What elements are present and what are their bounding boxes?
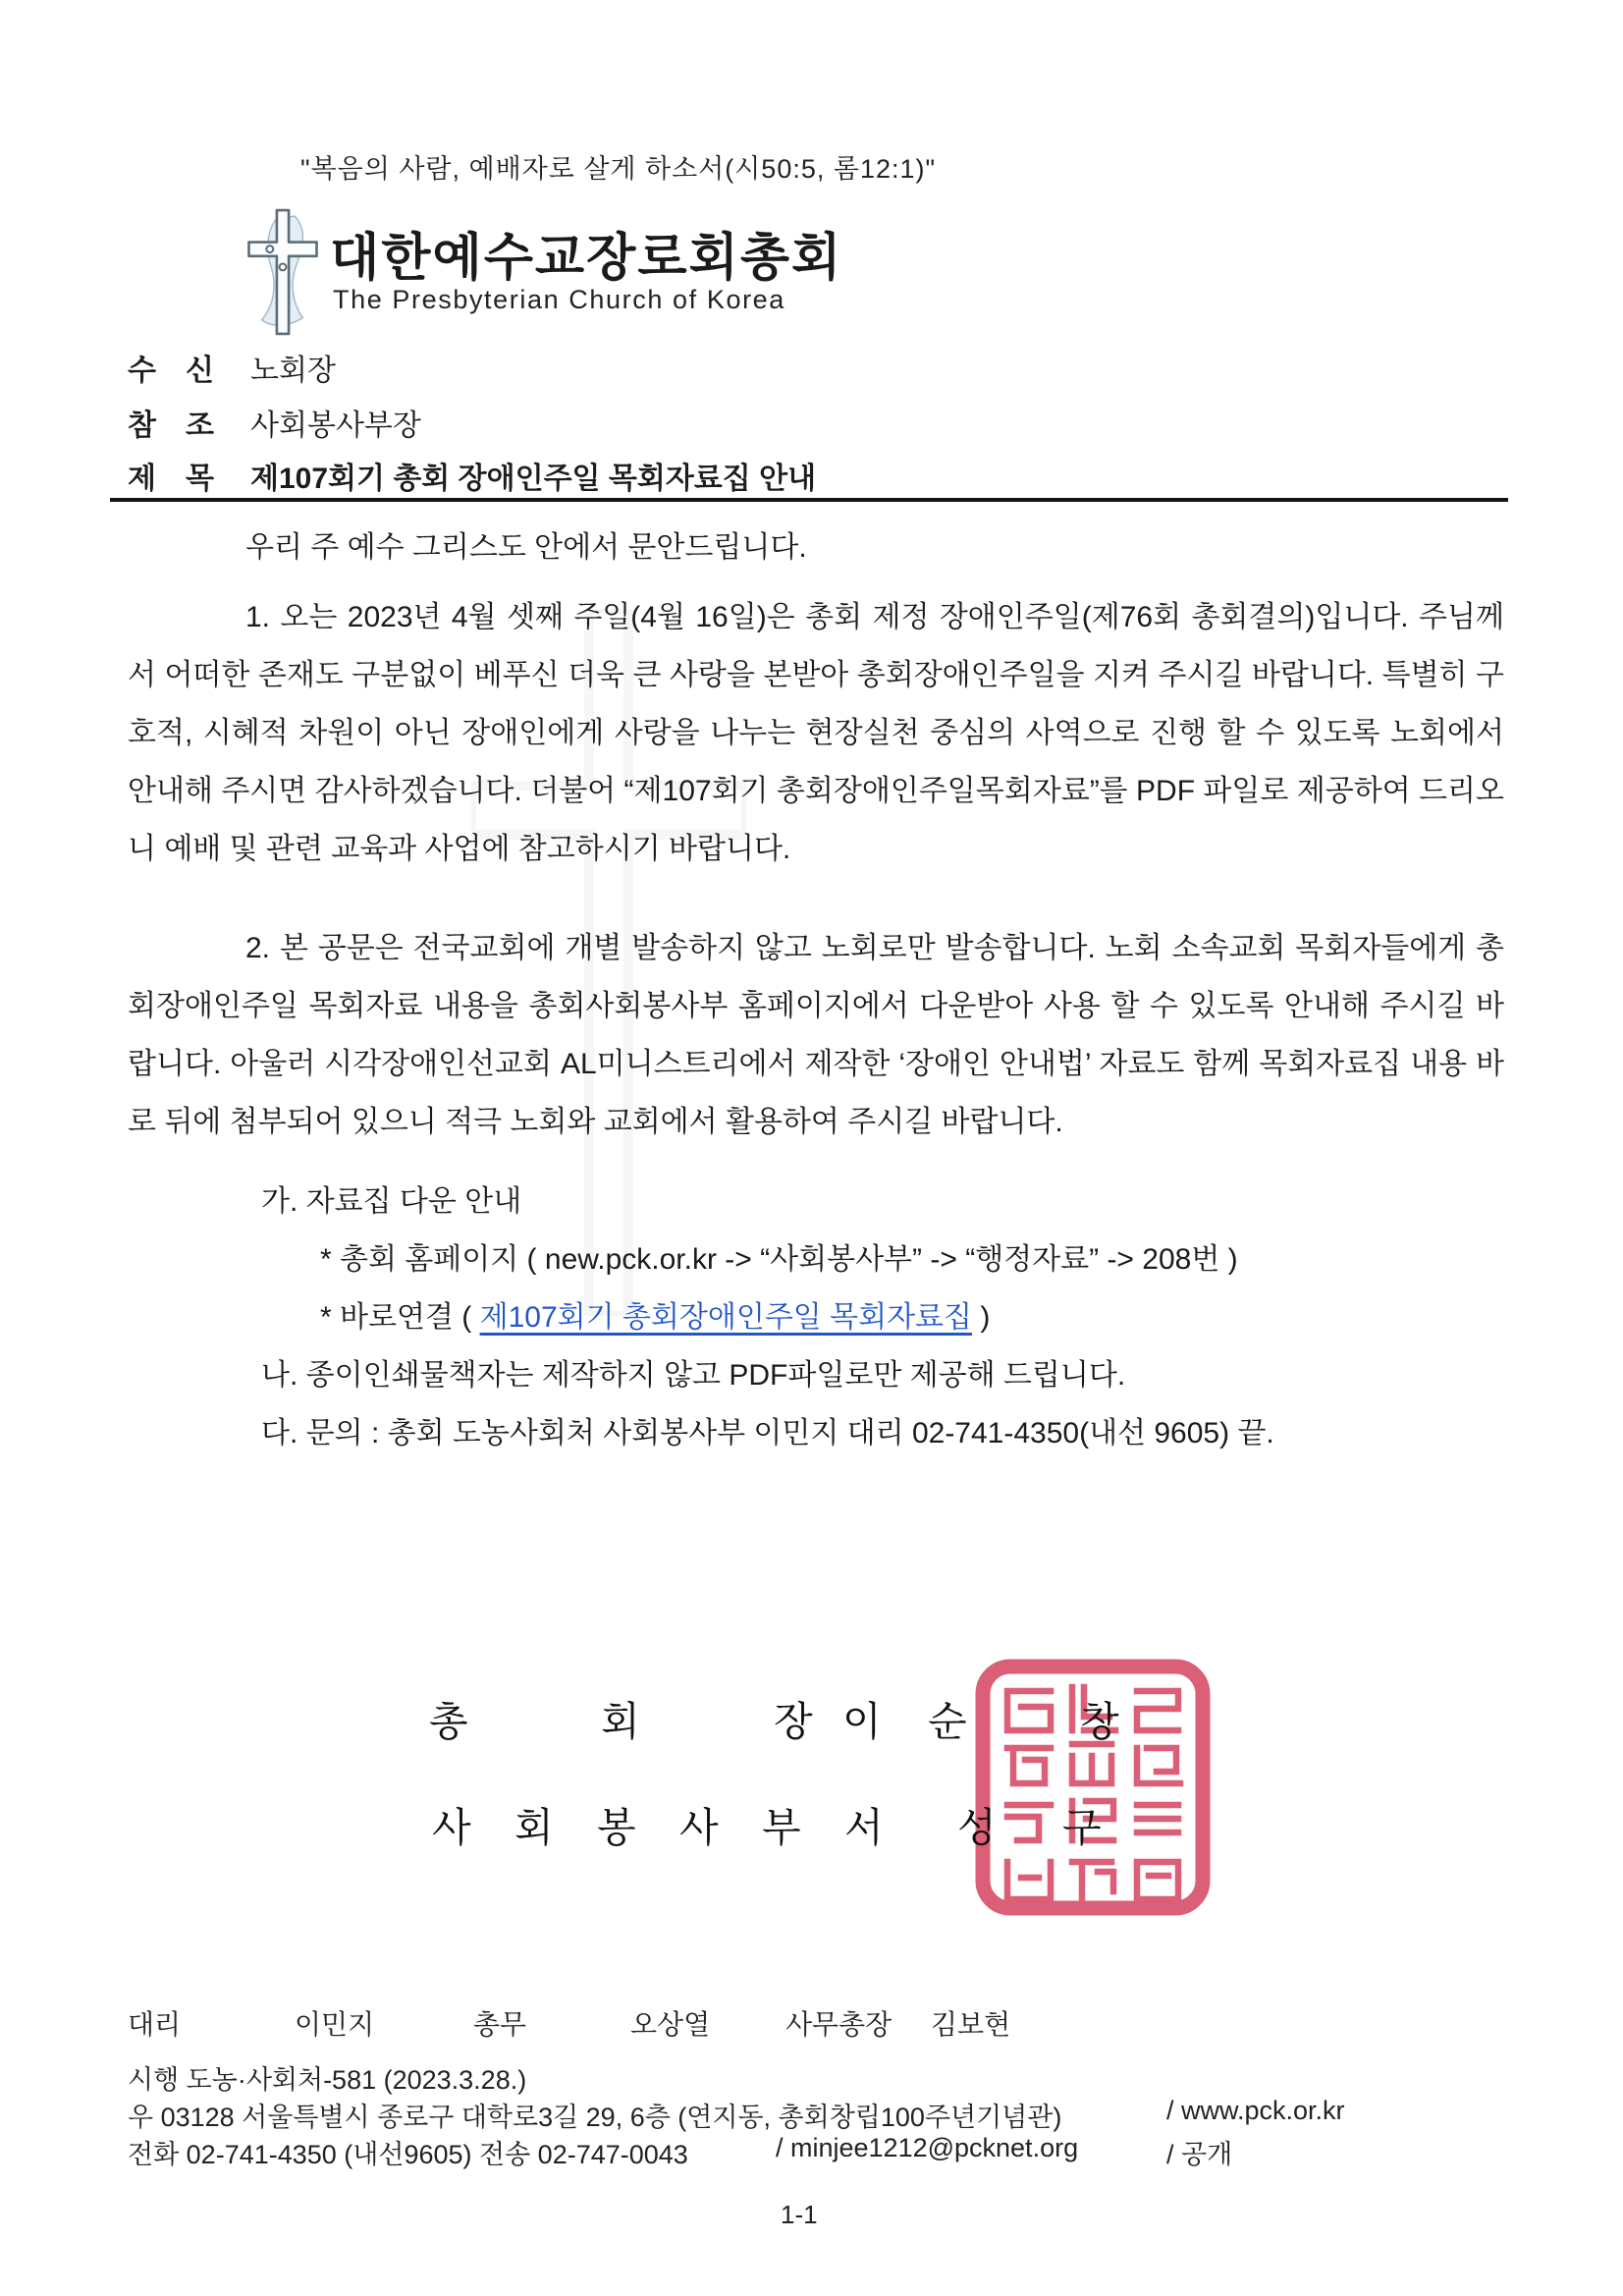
list-item-direct-link <box>128 1288 1504 1346</box>
signature-dept-char: 서 <box>844 1805 884 1850</box>
footer-staff-name: 김보현 <box>931 2009 1011 2040</box>
footer-disclosure: / 공개 <box>1166 2140 1233 2169</box>
church-cross-logo-icon <box>232 206 334 338</box>
signature-dept-char: 부 <box>762 1805 801 1850</box>
resource-hyperlink[interactable]: 제107회기 총회장애인주일 목회자료집 <box>479 1301 973 1334</box>
footer-staff-name: 오상열 <box>630 2009 711 2040</box>
page-number: 1-1 <box>781 2200 818 2229</box>
paragraph-1: 1. 오는 2023년 4월 셋째 주일(4월 16일)은 총회 제정 장애인주일(제76회 총회결의)입니다. 주님께서 어떠한 존재도 구분없이 베푸신 더욱 큰 사랑을 본받아 총회장애인주일을 지켜 주시길 바랍니다. 특별히 구호적, 시혜적 차원이 아닌 장애인에게 사랑을 나누는 현장실천 중심의 사역으로 진행 할 수 있도록 노회에서 안내해 주시면 감사하겠습니다. 더불어 “제107회기 총회장애인주일목회자료”를 PDF 파일로 제공하여 드리오니 예배 및 관련 교육과 사업에 참고하시기 바랍니다. <box>128 601 1504 865</box>
footer-address: 우 03128 서울특별시 종로구 대학로3길 29, 6층 (연지동, 총회창립100주년기념관) <box>128 2103 1062 2132</box>
list-item-na: 나. 종이인쇄물책자는 제작하지 않고 PDF파일로만 제공해 드립니다. <box>261 1359 1126 1392</box>
footer-staff-role: 총무 <box>473 2009 527 2040</box>
header-divider <box>110 498 1508 502</box>
signature-dept-char: 사 <box>432 1805 471 1850</box>
document-body <box>128 519 1504 1462</box>
direct-link-prefix: * 바로연결 ( <box>320 1301 480 1334</box>
org-title-english: The Presbyterian Church of Korea <box>333 285 785 314</box>
recipient-label: 수 신 <box>128 355 214 387</box>
list-item-da: 다. 문의 : 총회 도농사회처 사회봉사부 이민지 대리 02-741-4350(내선 9605) 끝. <box>261 1417 1274 1449</box>
recipient-value: 노회장 <box>250 355 336 387</box>
recipient-label: 참 조 <box>128 410 214 442</box>
recipient-label: 제 목 <box>128 463 214 495</box>
org-title: 대한예수교장로회총회 <box>330 230 843 287</box>
list-item-ga-title: 가. 자료집 다운 안내 <box>261 1185 522 1218</box>
greeting-line: 우리 주 예수 그리스도 안에서 문안드립니다. <box>245 531 807 564</box>
direct-link-suffix: ) <box>972 1301 991 1334</box>
document-subject: 제107회기 총회 장애인주일 목회자료집 안내 <box>250 463 817 495</box>
recipient-value: 사회봉사부장 <box>250 410 421 442</box>
signature-moderator-name-char: 순 <box>928 1699 967 1744</box>
signature-moderator-char: 총 <box>429 1699 468 1744</box>
footer-email: / minjee1212@pcknet.org <box>776 2133 1079 2162</box>
signature-moderator-char: 회 <box>601 1699 640 1744</box>
list-item-homepage-path: * 총회 홈페이지 ( new.pck.or.kr -> “사회봉사부” -> “행정자료” -> 208번 ) <box>320 1243 1238 1276</box>
signature-dept-char: 봉 <box>597 1805 636 1850</box>
header-slogan: "복음의 사람, 예배자로 살게 하소서(시50:5, 롬12:1)" <box>300 154 937 184</box>
signature-dept-name-char: 구 <box>1062 1805 1102 1850</box>
signature-moderator-name-char: 창 <box>1080 1699 1119 1744</box>
paragraph-2: 2. 본 공문은 전국교회에 개별 발송하지 않고 노회로만 발송합니다. 노회 소속교회 목회자들에게 총회장애인주일 목회자료 내용을 총회사회봉사부 홈페이지에서 다운받아 사용 할 수 있도록 안내해 주시길 바랍니다. 아울러 시각장애인선교회 AL미니스트리에서 제작한 ‘장애인 안내법’ 자료도 함께 목회자료집 내용 바로 뒤에 첨부되어 있으니 적극 노회와 교회에서 활용하여 주시길 바랍니다. <box>128 932 1504 1138</box>
signature-dept-name-char: 성 <box>957 1805 997 1850</box>
signature-moderator-name-char: 이 <box>842 1699 882 1744</box>
footer-phone-fax: 전화 02-741-4350 (내선9605) 전송 02-747-0043 <box>128 2140 688 2169</box>
footer-staff-role: 대리 <box>128 2009 182 2040</box>
signature-dept-char: 회 <box>514 1805 554 1850</box>
signature-moderator-char: 장 <box>774 1699 813 1744</box>
signature-dept-char: 사 <box>679 1805 719 1850</box>
footer-staff-name: 이민지 <box>295 2009 375 2040</box>
footer-doc-number: 시행 도농·사회처-581 (2023.3.28.) <box>128 2065 527 2095</box>
footer-website: / www.pck.or.kr <box>1166 2096 1345 2125</box>
footer-staff-role: 사무총장 <box>785 2009 893 2040</box>
